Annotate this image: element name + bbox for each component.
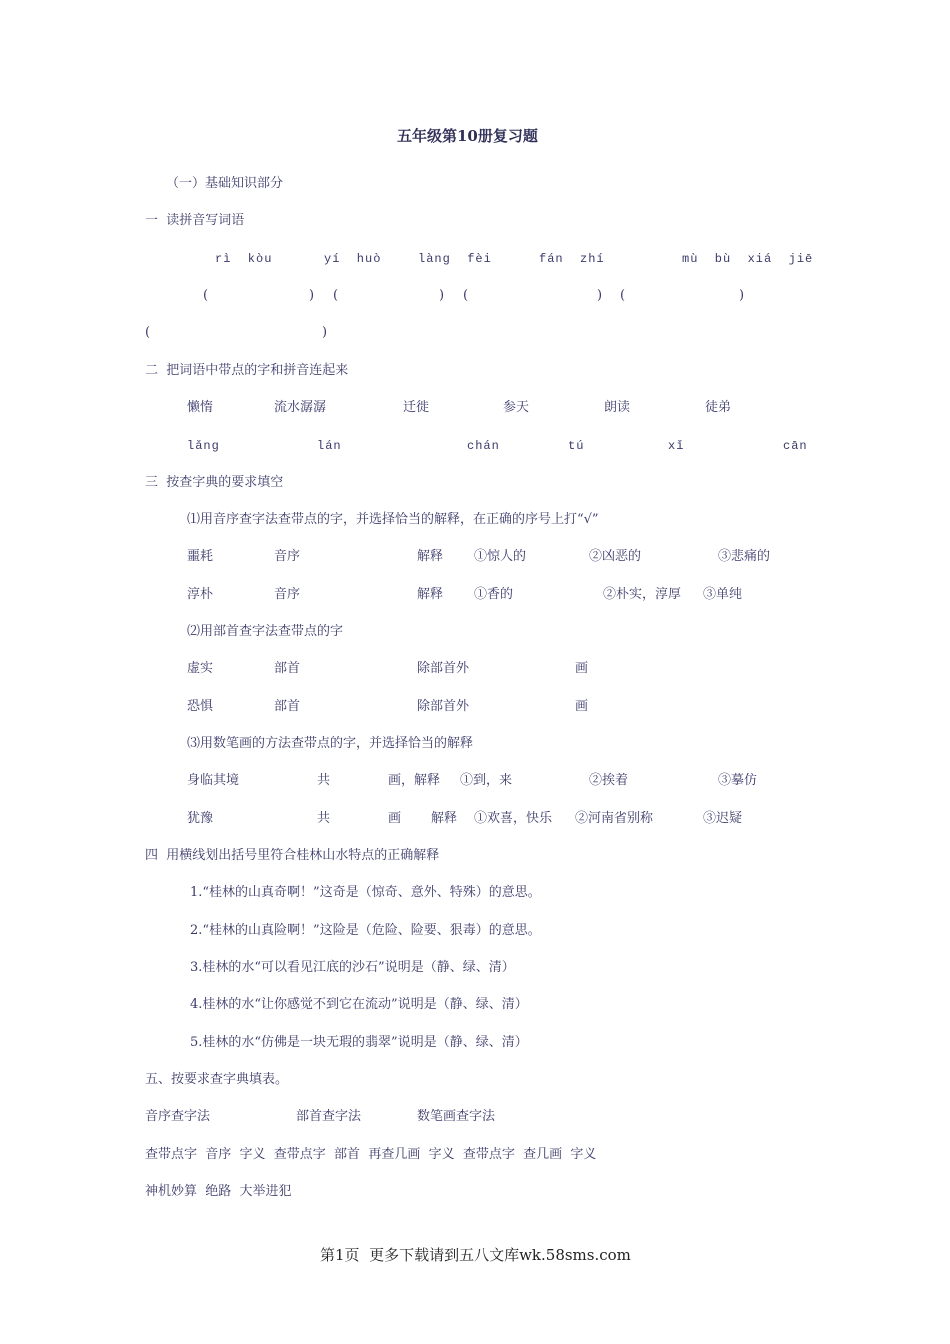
sub-question: ⑶用数笔画的方法查带点的字，并选择恰当的解释 (187, 736, 474, 751)
table-cell: 身临其境 (187, 773, 240, 788)
pinyin-item: mù bù xiá jiē (682, 252, 814, 266)
table-cell: 画 (388, 811, 402, 826)
answer-paren-close: ) (322, 325, 328, 340)
answer-paren-open: ( (333, 288, 339, 303)
answer-paren-close: ) (597, 288, 603, 303)
question-3-heading: 三 按查字典的要求填空 (145, 475, 284, 490)
answer-paren-close: ) (739, 288, 745, 303)
table-cell: 犹豫 (187, 811, 214, 826)
method-label: 部首查字法 (296, 1109, 362, 1124)
table-cell: ③单纯 (703, 587, 743, 602)
pinyin-item: chán (467, 439, 500, 453)
pinyin-item: fán zhí (539, 252, 605, 266)
table-cell: ②凶恶的 (589, 549, 642, 564)
table-cell: 共 (317, 811, 331, 826)
word-item: 参天 (503, 400, 530, 415)
table-cell: 除部首外 (417, 661, 470, 676)
table-cell: ②河南省别称 (575, 811, 654, 826)
table-cell: ②朴实，淳厚 (603, 587, 682, 602)
table-row: 神机妙算 绝路 大举进犯 (145, 1184, 292, 1199)
word-item: 迁徙 (403, 400, 430, 415)
pinyin-item: yí huò (324, 252, 382, 266)
table-cell: 画 (575, 661, 589, 676)
table-cell: 解释 (417, 549, 444, 564)
table-cell: 虚实 (187, 661, 214, 676)
sub-question: ⑴用音序查字法查带点的字，并选择恰当的解释，在正确的序号上打“√” (187, 512, 599, 527)
page-title: 五年级第10册复习题 (397, 127, 538, 145)
pinyin-item: cān (783, 439, 808, 453)
pinyin-item: rì kòu (215, 252, 273, 266)
table-cell: 画 (575, 699, 589, 714)
table-cell: 除部首外 (417, 699, 470, 714)
table-cell: ①惊人的 (474, 549, 527, 564)
word-item: 懒惰 (187, 400, 214, 415)
table-cell: 噩耗 (187, 549, 214, 564)
table-cell: 音序 (274, 587, 301, 602)
table-cell: ③迟疑 (703, 811, 743, 826)
table-cell: ③悲痛的 (718, 549, 771, 564)
word-item: 朗读 (604, 400, 631, 415)
table-cell: 部首 (274, 699, 301, 714)
answer-paren-close: ) (439, 288, 445, 303)
section-heading: （一）基础知识部分 (166, 176, 284, 191)
table-cell: 共 (317, 773, 331, 788)
answer-paren-open: ( (463, 288, 469, 303)
pinyin-item: lǎng (187, 439, 220, 453)
pinyin-item: làng fèi (418, 252, 492, 266)
answer-paren-open: ( (145, 325, 151, 340)
table-cell: 恐惧 (187, 699, 214, 714)
answer-paren-open: ( (203, 288, 209, 303)
table-cell: ①香的 (474, 587, 514, 602)
table-cell: 淳朴 (187, 587, 214, 602)
table-cell: 解释 (431, 811, 458, 826)
question-5-heading: 五、按要求查字典填表。 (145, 1072, 289, 1087)
table-cell: 解释 (417, 587, 444, 602)
list-item: 2.“桂林的山真险啊！”这险是（危险、险要、狠毒）的意思。 (190, 923, 541, 938)
answer-paren-open: ( (620, 288, 626, 303)
question-2-heading: 二 把词语中带点的字和拼音连起来 (145, 363, 349, 378)
table-cell: ②挨着 (589, 773, 629, 788)
list-item: 4.桂林的水“让你感觉不到它在流动”说明是（静、绿、清） (190, 997, 528, 1012)
list-item: 3.桂林的水“可以看见江底的沙石”说明是（静、绿、清） (190, 960, 515, 975)
word-item: 流水潺潺 (274, 400, 327, 415)
answer-paren-close: ) (309, 288, 315, 303)
table-cell: 画，解释 (388, 773, 441, 788)
pinyin-item: lán (317, 439, 342, 453)
question-4-heading: 四 用横线划出括号里符合桂林山水特点的正确解释 (145, 848, 440, 863)
question-1-heading: 一 读拼音写词语 (145, 213, 245, 228)
word-item: 徒弟 (705, 400, 732, 415)
sub-question: ⑵用部首查字法查带点的字 (187, 624, 344, 639)
table-cell: ③摹仿 (718, 773, 758, 788)
table-header-row: 查带点字 音序 字义 查带点字 部首 再查几画 字义 查带点字 查几画 字义 (145, 1147, 597, 1162)
table-cell: ①到，来 (460, 773, 513, 788)
list-item: 5.桂林的水“仿佛是一块无瑕的翡翠”说明是（静、绿、清） (190, 1035, 528, 1050)
list-item: 1.“桂林的山真奇啊！”这奇是（惊奇、意外、特殊）的意思。 (190, 885, 541, 900)
method-label: 数笔画查字法 (417, 1109, 496, 1124)
table-cell: 音序 (274, 549, 301, 564)
pinyin-item: tú (568, 439, 585, 453)
pinyin-item: xǐ (668, 439, 685, 453)
method-label: 音序查字法 (145, 1109, 211, 1124)
table-cell: ①欢喜，快乐 (474, 811, 553, 826)
page-footer: 第1页 更多下载请到五八文库wk.58sms.com (320, 1246, 631, 1264)
table-cell: 部首 (274, 661, 301, 676)
